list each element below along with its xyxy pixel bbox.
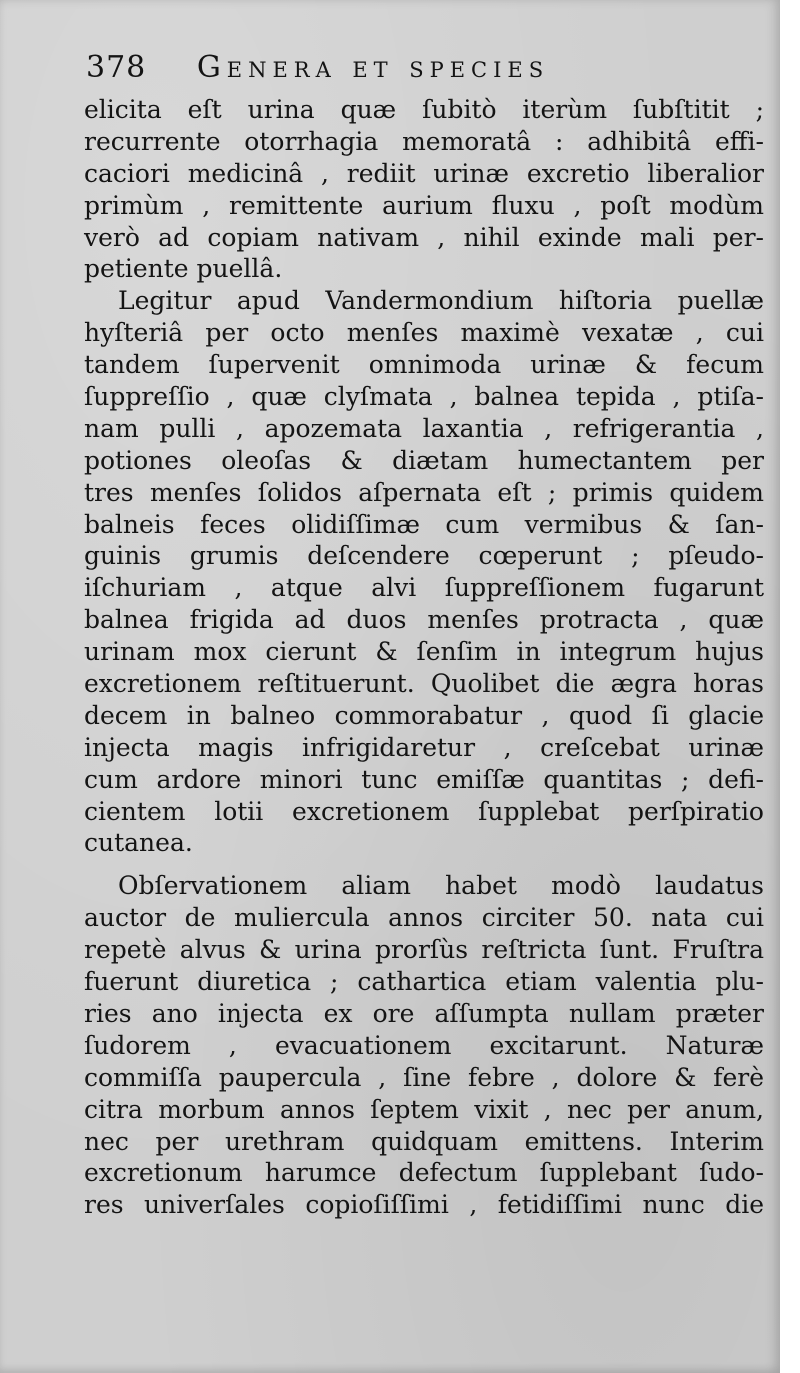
text-line: recurrente otorrhagia memoratâ : adhibitâ effi- bbox=[84, 126, 764, 156]
running-title: Genera et species bbox=[196, 50, 550, 85]
text-line: decem in balneo commorabatur , quod ſi glacie bbox=[84, 700, 764, 730]
text-line: citra morbum annos ſeptem vixit , nec per anum, bbox=[84, 1094, 764, 1124]
text-line: tandem ſupervenit omnimoda urinæ & fecum bbox=[84, 350, 764, 380]
text-line: commiſſa paupercula , ſine febre , dolore & ferè bbox=[84, 1062, 764, 1092]
text-line: balnea frigida ad duos menſes protracta , quæ bbox=[84, 605, 764, 635]
paragraph-gap bbox=[84, 859, 764, 870]
text-line: elicita eſt urina quæ ſubitò iterùm ſubſtitit ; bbox=[84, 95, 764, 124]
text-line: res univerſales copioſiſſimi , fetidiſſimi nunc die bbox=[84, 1190, 764, 1220]
text-line: tres menſes ſolidos aſpernata eſt ; primis quidem bbox=[84, 477, 764, 507]
text-line: hyſteriâ per octo menſes maximè vexatæ , cui bbox=[84, 318, 764, 348]
page-edge bbox=[780, 0, 800, 1373]
text-line: ſuppreſſio , quæ clyſmata , balnea tepida , ptiſa- bbox=[84, 382, 764, 412]
text-line: primùm , remittente aurium fluxu , poſt modùm bbox=[84, 190, 764, 220]
text-line: fuerunt diuretica ; cathartica etiam valentia plu- bbox=[84, 967, 764, 997]
page-number: 378 bbox=[86, 50, 147, 85]
text-line: injecta magis infrigidaretur , creſcebat urinæ bbox=[84, 732, 764, 762]
text-line: Legitur apud Vandermondium hiſtoria puellæ bbox=[118, 286, 764, 316]
text-line: cum ardore minori tunc emiſſæ quantitas ; defi- bbox=[84, 764, 764, 794]
text-line: caciori medicinâ , rediit urinæ excretio liberalior bbox=[84, 158, 764, 188]
text-line: ries ano injecta ex ore aſſumpta nullam præter bbox=[84, 998, 764, 1028]
text-line: repetè alvus & urina prorſùs reſtricta ſunt. Fruſtra bbox=[84, 935, 764, 965]
body-text bbox=[84, 94, 764, 1221]
text-line: excretionem reſtituerunt. Quolibet die ægra horas bbox=[84, 669, 764, 699]
text-line: urinam mox cierunt & ſenſim in integrum hujus bbox=[84, 637, 764, 667]
text-line: verò ad copiam nativam , nihil exinde mali per- bbox=[84, 222, 764, 252]
text-line: guinis grumis deſcendere cœperunt ; pſeudo- bbox=[84, 541, 764, 571]
text-line: cutanea. bbox=[84, 828, 193, 858]
text-line: nam pulli , apozemata laxantia , refrigerantia , bbox=[84, 413, 764, 443]
page-header bbox=[86, 50, 766, 94]
text-line: cientem lotii excretionem ſupplebat perſpiratio bbox=[84, 796, 764, 826]
text-line: auctor de muliercula annos circiter 50. nata cui bbox=[84, 903, 764, 933]
text-line: ſudorem , evacuationem excitarunt. Naturæ bbox=[84, 1030, 764, 1060]
text-line: potiones oleoſas & diætam humectantem per bbox=[84, 445, 764, 475]
text-line: iſchuriam , atque alvi ſuppreſſionem fugarunt bbox=[84, 573, 764, 603]
text-line: petiente puellâ. bbox=[84, 254, 283, 284]
text-line: excretionum harumce defectum ſupplebant ſudo- bbox=[84, 1158, 764, 1188]
text-line: balneis feces olidiſſimæ cum vermibus & ſan- bbox=[84, 509, 764, 539]
text-line: Obſervationem aliam habet modò laudatus bbox=[118, 871, 764, 901]
text-line: nec per urethram quidquam emittens. Interim bbox=[84, 1126, 764, 1156]
